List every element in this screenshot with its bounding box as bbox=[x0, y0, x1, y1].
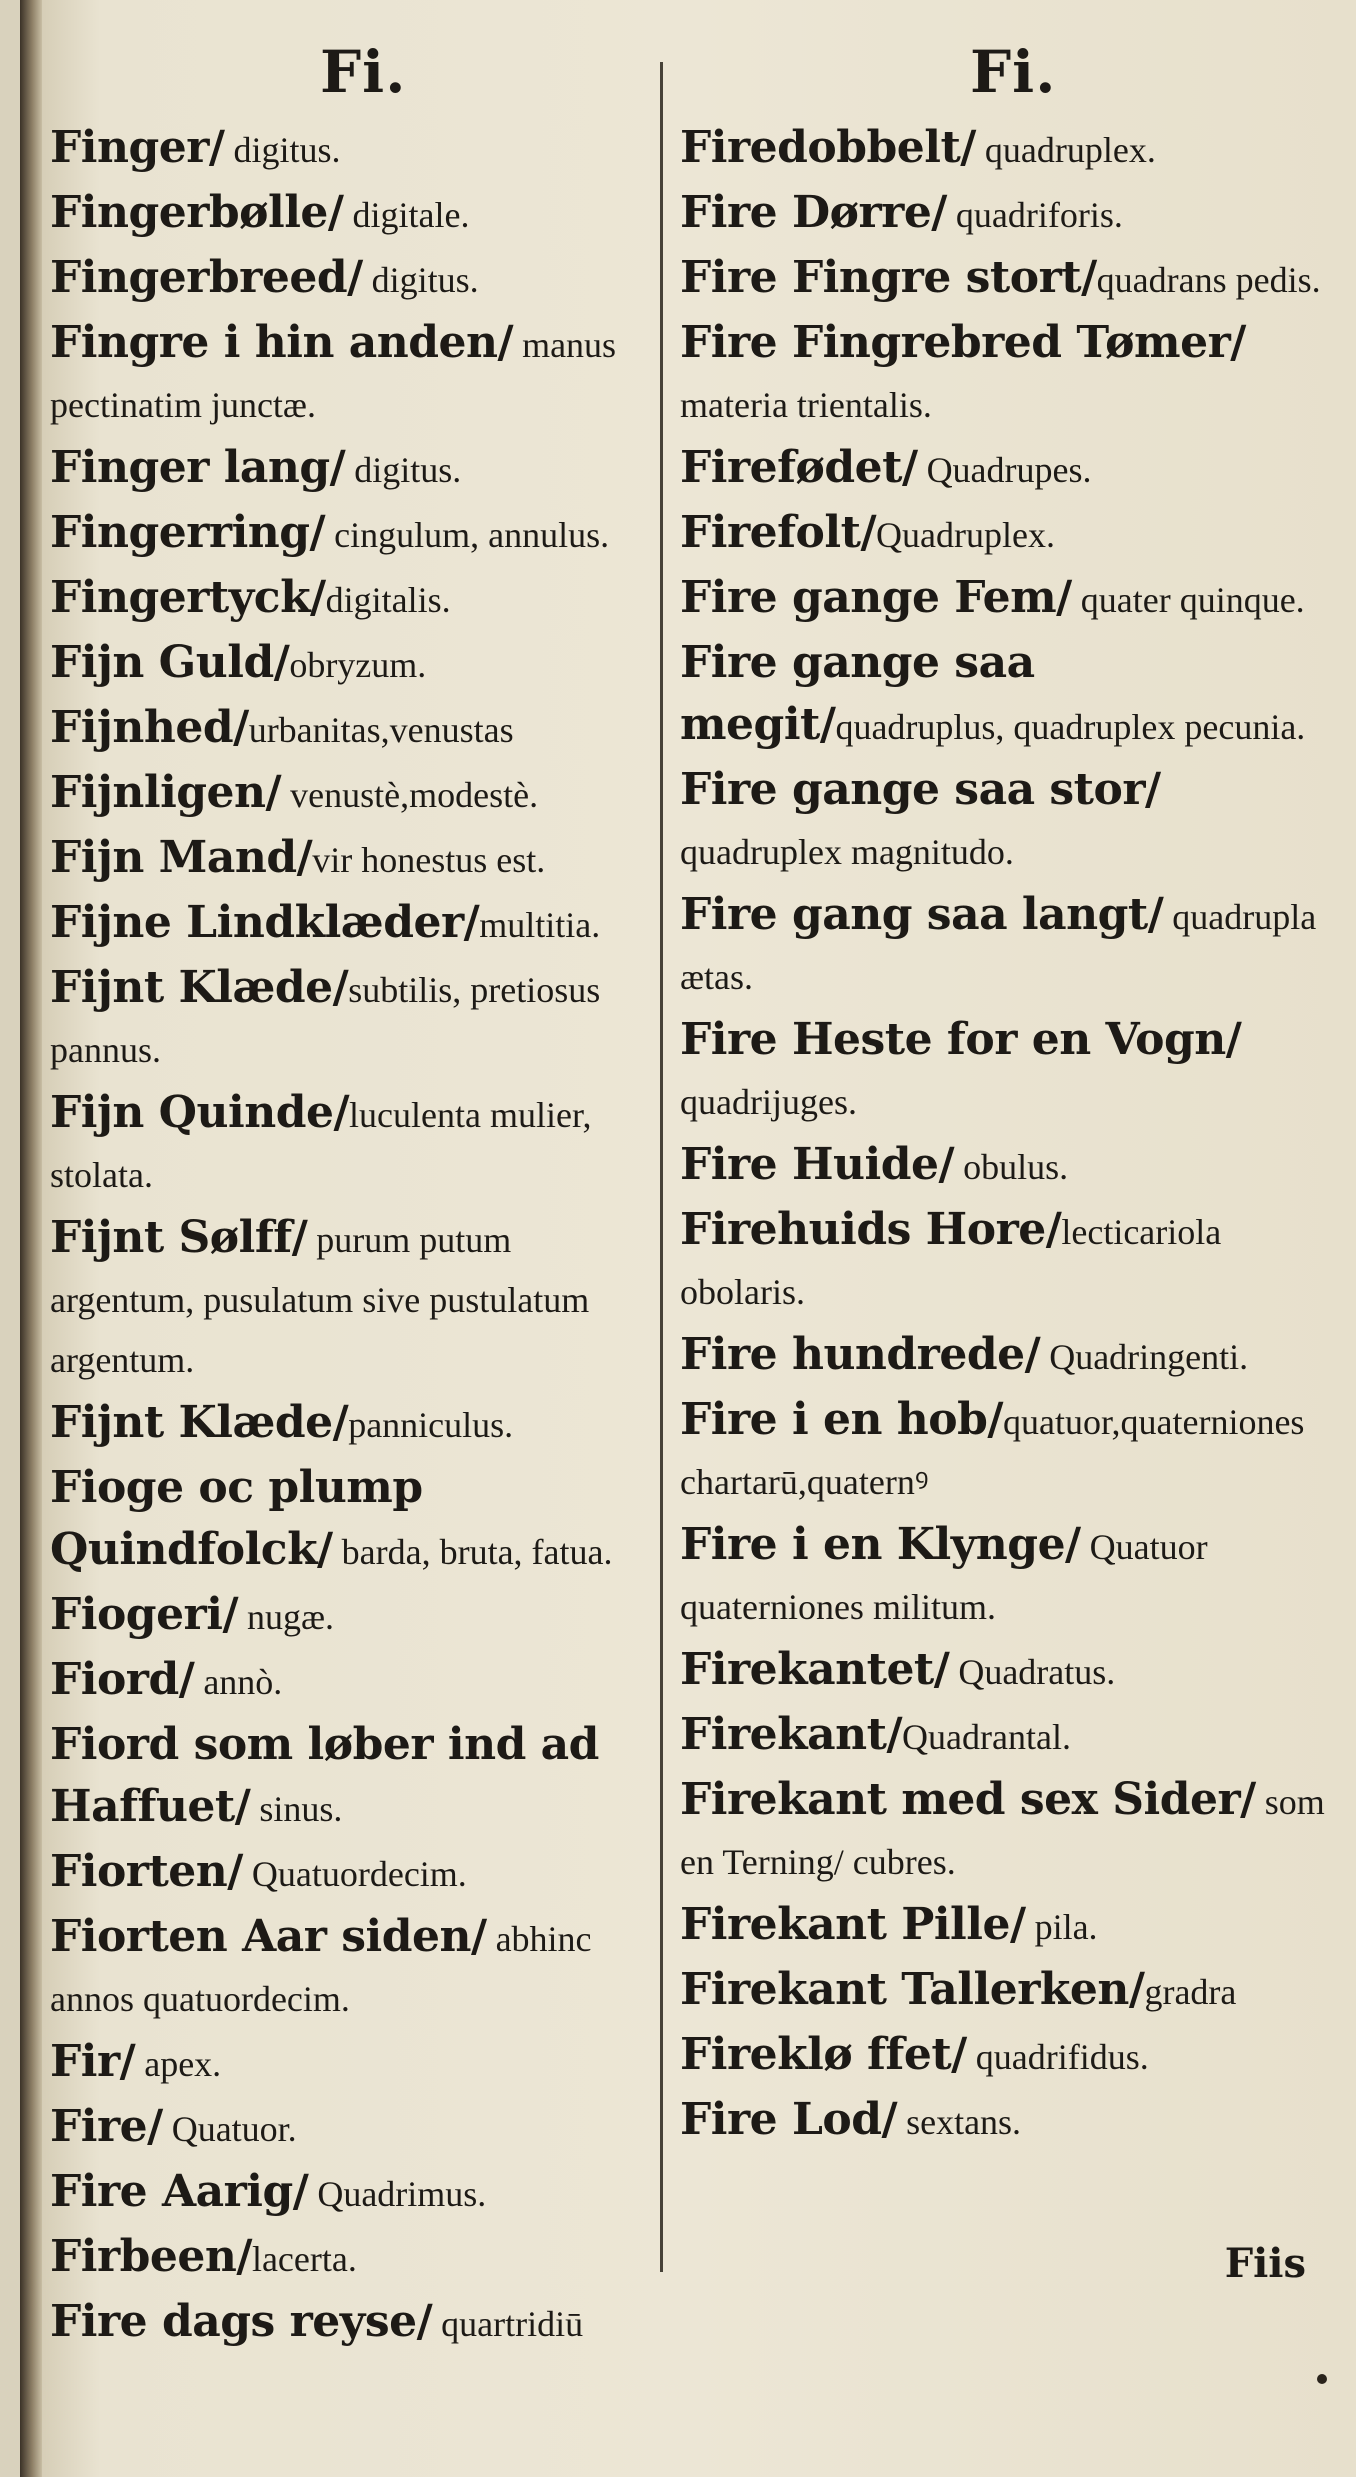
entry-headword: Fire gang saa langt/ bbox=[680, 889, 1164, 940]
dictionary-entry bbox=[50, 1458, 660, 1582]
entry-latin: multitia. bbox=[479, 905, 601, 945]
entry-latin: panniculus. bbox=[348, 1405, 514, 1445]
entry-latin: barda, bruta, fatua. bbox=[332, 1532, 613, 1572]
right-column-header: Fi. bbox=[970, 38, 1057, 106]
entry-latin: quadriforis. bbox=[946, 195, 1123, 235]
dictionary-entry bbox=[680, 248, 1330, 310]
dictionary-entry bbox=[680, 1325, 1330, 1387]
entry-headword: Fijnt Klæde/ bbox=[50, 1397, 349, 1448]
entry-headword: Firefødet/ bbox=[680, 442, 918, 493]
entry-headword: Fire gange saa stor/ bbox=[680, 764, 1161, 815]
entry-latin: digitus. bbox=[224, 130, 341, 170]
entry-latin: quadrupla ætas. bbox=[680, 897, 1317, 997]
entry-latin: nugæ. bbox=[238, 1597, 335, 1637]
entry-latin: abhinc annos quatuordecim. bbox=[50, 1919, 592, 2019]
dictionary-entry bbox=[50, 893, 660, 955]
right-column bbox=[680, 118, 1330, 2155]
dictionary-entry bbox=[50, 183, 660, 245]
entry-headword: Fiorten Aar siden/ bbox=[50, 1911, 487, 1962]
entry-headword: Fijn Guld/ bbox=[50, 637, 290, 688]
entry-latin: digitus. bbox=[362, 260, 479, 300]
dictionary-entry bbox=[50, 1083, 660, 1205]
entry-headword: Fire Huide/ bbox=[680, 1139, 955, 1190]
entry-headword: Fingerbølle/ bbox=[50, 187, 344, 238]
dictionary-entry bbox=[50, 2097, 660, 2159]
entry-headword: Fingre i hin anden/ bbox=[50, 317, 514, 368]
entry-latin: sextans. bbox=[897, 2102, 1022, 2142]
entry-latin: Quadringenti. bbox=[1040, 1337, 1249, 1377]
entry-headword: Fiorten/ bbox=[50, 1846, 243, 1897]
dictionary-entry bbox=[680, 1515, 1330, 1637]
entry-latin: digitalis. bbox=[325, 580, 451, 620]
entry-headword: Fingerring/ bbox=[50, 507, 326, 558]
dictionary-entry bbox=[680, 438, 1330, 500]
entry-headword: Firekant Tallerken/ bbox=[680, 1964, 1145, 2015]
dictionary-entry bbox=[680, 313, 1330, 435]
entry-latin: gradra bbox=[1144, 1972, 1237, 2012]
catchword: Fiis bbox=[1224, 2240, 1306, 2287]
entry-headword: Fiord som løber ind ad Haffuet/ bbox=[50, 1719, 599, 1832]
entry-latin: quadrans pedis. bbox=[1096, 260, 1321, 300]
dictionary-entry bbox=[680, 1705, 1330, 1767]
entry-headword: Firedobbelt/ bbox=[680, 122, 976, 173]
dictionary-entry bbox=[50, 633, 660, 695]
entry-headword: Fingertyck/ bbox=[50, 572, 326, 623]
book-spine bbox=[20, 0, 42, 2477]
dictionary-entry bbox=[50, 1715, 660, 1839]
entry-headword: Fire Heste for en Vogn/ bbox=[680, 1014, 1242, 1065]
entry-headword: Fijne Lindklæder/ bbox=[50, 897, 480, 948]
entry-latin: Quadrantal. bbox=[902, 1717, 1071, 1757]
entry-headword: Fijnt Sølff/ bbox=[50, 1212, 308, 1263]
entry-headword: Fire Fingre stort/ bbox=[680, 252, 1097, 303]
entry-headword: Fijnhed/ bbox=[50, 702, 249, 753]
entry-latin: digitale. bbox=[343, 195, 470, 235]
entry-latin: quadrifidus. bbox=[966, 2037, 1149, 2077]
dictionary-entry bbox=[680, 1640, 1330, 1702]
entry-latin: quadruplex. bbox=[975, 130, 1156, 170]
dictionary-entry bbox=[50, 763, 660, 825]
entry-latin: urbanitas,venustas bbox=[248, 710, 514, 750]
entry-headword: Fire Dørre/ bbox=[680, 187, 947, 238]
entry-headword: Fingerbreed/ bbox=[50, 252, 363, 303]
entry-headword: Fire i en hob/ bbox=[680, 1394, 1003, 1445]
entry-latin: quadruplus, quadruplex pecunia. bbox=[835, 707, 1306, 747]
entry-latin: quadrijuges. bbox=[680, 1082, 857, 1122]
dictionary-entry bbox=[50, 438, 660, 500]
entry-latin: lacerta. bbox=[251, 2239, 357, 2279]
entry-headword: Fijnt Klæde/ bbox=[50, 962, 349, 1013]
entry-headword: Firekant/ bbox=[680, 1709, 903, 1760]
dictionary-entry bbox=[50, 1842, 660, 1904]
dictionary-entry bbox=[50, 503, 660, 565]
entry-latin: pila. bbox=[1025, 1907, 1098, 1947]
dictionary-entry bbox=[680, 1390, 1330, 1512]
entry-headword: Fire gange Fem/ bbox=[680, 572, 1072, 623]
entry-headword: Firehuids Hore/ bbox=[680, 1204, 1062, 1255]
entry-headword: Fiord/ bbox=[50, 1654, 195, 1705]
dictionary-entry bbox=[50, 1650, 660, 1712]
dictionary-entry bbox=[50, 1585, 660, 1647]
dictionary-entry bbox=[680, 1770, 1330, 1892]
entry-latin: apex. bbox=[135, 2044, 222, 2084]
entry-latin: Quadrimus. bbox=[308, 2174, 487, 2214]
entry-latin: annò. bbox=[194, 1662, 283, 1702]
entry-headword: Fire dags reyse/ bbox=[50, 2296, 433, 2347]
dictionary-entry bbox=[50, 2227, 660, 2289]
entry-latin: quartridiū bbox=[432, 2304, 584, 2344]
entry-latin: digitus. bbox=[345, 450, 462, 490]
dictionary-entry bbox=[50, 698, 660, 760]
dictionary-entry bbox=[50, 568, 660, 630]
dictionary-entry bbox=[680, 1895, 1330, 1957]
entry-headword: Firekantet/ bbox=[680, 1644, 950, 1695]
entry-headword: Fire Aarig/ bbox=[50, 2166, 309, 2217]
dictionary-entry bbox=[680, 1960, 1330, 2022]
column-divider bbox=[660, 62, 663, 2272]
entry-latin: Quatuor quaterniones militum. bbox=[680, 1527, 1208, 1627]
dictionary-entry bbox=[50, 1208, 660, 1390]
entry-latin: subtilis, pretiosus pannus. bbox=[50, 970, 601, 1070]
entry-latin: quater quinque. bbox=[1071, 580, 1305, 620]
entry-headword: Fire Lod/ bbox=[680, 2094, 898, 2145]
entry-latin: lecticariola obolaris. bbox=[680, 1212, 1222, 1312]
dictionary-entry bbox=[680, 183, 1330, 245]
entry-headword: Fire hundrede/ bbox=[680, 1329, 1041, 1380]
dictionary-entry bbox=[50, 2162, 660, 2224]
dictionary-entry bbox=[50, 1393, 660, 1455]
entry-latin: purum putum argentum, pusulatum sive pustulatum argentum. bbox=[50, 1220, 590, 1380]
dictionary-entry bbox=[50, 1907, 660, 2029]
dictionary-entry bbox=[50, 828, 660, 890]
left-column-header: Fi. bbox=[320, 38, 407, 106]
entry-headword: Fijn Mand/ bbox=[50, 832, 313, 883]
ink-spot bbox=[1317, 2374, 1327, 2384]
entry-latin: quadruplex magnitudo. bbox=[680, 832, 1014, 872]
entry-headword: Fijnligen/ bbox=[50, 767, 282, 818]
entry-latin: manus pectinatim junctæ. bbox=[50, 325, 617, 425]
dictionary-entry bbox=[680, 1200, 1330, 1322]
entry-headword: Fire Fingrebred Tømer/ bbox=[680, 317, 1246, 368]
dictionary-entry bbox=[50, 958, 660, 1080]
dictionary-entry bbox=[680, 2025, 1330, 2087]
entry-latin: som en Terning/ cubres. bbox=[680, 1782, 1325, 1882]
entry-headword: Fioge oc plump Quindfolck/ bbox=[50, 1462, 423, 1575]
entry-latin: cingulum, annulus. bbox=[325, 515, 610, 555]
dictionary-entry bbox=[680, 885, 1330, 1007]
dictionary-entry bbox=[680, 760, 1330, 882]
dictionary-entry bbox=[680, 1010, 1330, 1132]
entry-latin: quatuor,quaterniones chartarū,quaternꝰ bbox=[680, 1402, 1305, 1502]
entry-headword: Fijn Quinde/ bbox=[50, 1087, 350, 1138]
dictionary-entry bbox=[50, 313, 660, 435]
entry-headword: Fire gange saa megit/ bbox=[680, 637, 1035, 750]
entry-latin: Quatuordecim. bbox=[242, 1854, 467, 1894]
entry-latin: Quatuor. bbox=[162, 2109, 297, 2149]
entry-latin: sinus. bbox=[250, 1789, 343, 1829]
entry-headword: Fire i en Klynge/ bbox=[680, 1519, 1081, 1570]
entry-latin: Quadrupes. bbox=[917, 450, 1092, 490]
dictionary-entry bbox=[50, 248, 660, 310]
entry-headword: Finger lang/ bbox=[50, 442, 346, 493]
dictionary-entry bbox=[680, 2090, 1330, 2152]
dictionary-entry bbox=[680, 118, 1330, 180]
entry-latin: Quadruplex. bbox=[876, 515, 1055, 555]
dictionary-entry bbox=[680, 1135, 1330, 1197]
entry-headword: Firefolt/ bbox=[680, 507, 877, 558]
dictionary-entry bbox=[680, 503, 1330, 565]
dictionary-entry bbox=[50, 118, 660, 180]
dictionary-entry bbox=[50, 2032, 660, 2094]
dictionary-entry bbox=[680, 568, 1330, 630]
book-page bbox=[20, 0, 1356, 2477]
entry-headword: Firekant med sex Sider/ bbox=[680, 1774, 1256, 1825]
entry-latin: obulus. bbox=[954, 1147, 1069, 1187]
left-column bbox=[50, 118, 660, 2357]
entry-latin: materia trientalis. bbox=[680, 385, 932, 425]
entry-latin: luculenta mulier, stolata. bbox=[50, 1095, 592, 1195]
entry-headword: Fir/ bbox=[50, 2036, 136, 2087]
entry-headword: Fiogeri/ bbox=[50, 1589, 239, 1640]
entry-headword: Firbeen/ bbox=[50, 2231, 252, 2282]
entry-headword: Finger/ bbox=[50, 122, 225, 173]
entry-headword: Fireklø ffet/ bbox=[680, 2029, 967, 2080]
dictionary-entry bbox=[50, 2292, 660, 2354]
entry-latin: venustè,modestè. bbox=[281, 775, 539, 815]
dictionary-entry bbox=[680, 633, 1330, 757]
entry-headword: Fire/ bbox=[50, 2101, 163, 2152]
entry-latin: vir honestus est. bbox=[312, 840, 546, 880]
entry-latin: Quadratus. bbox=[949, 1652, 1116, 1692]
entry-headword: Firekant Pille/ bbox=[680, 1899, 1026, 1950]
entry-latin: obryzum. bbox=[289, 645, 427, 685]
